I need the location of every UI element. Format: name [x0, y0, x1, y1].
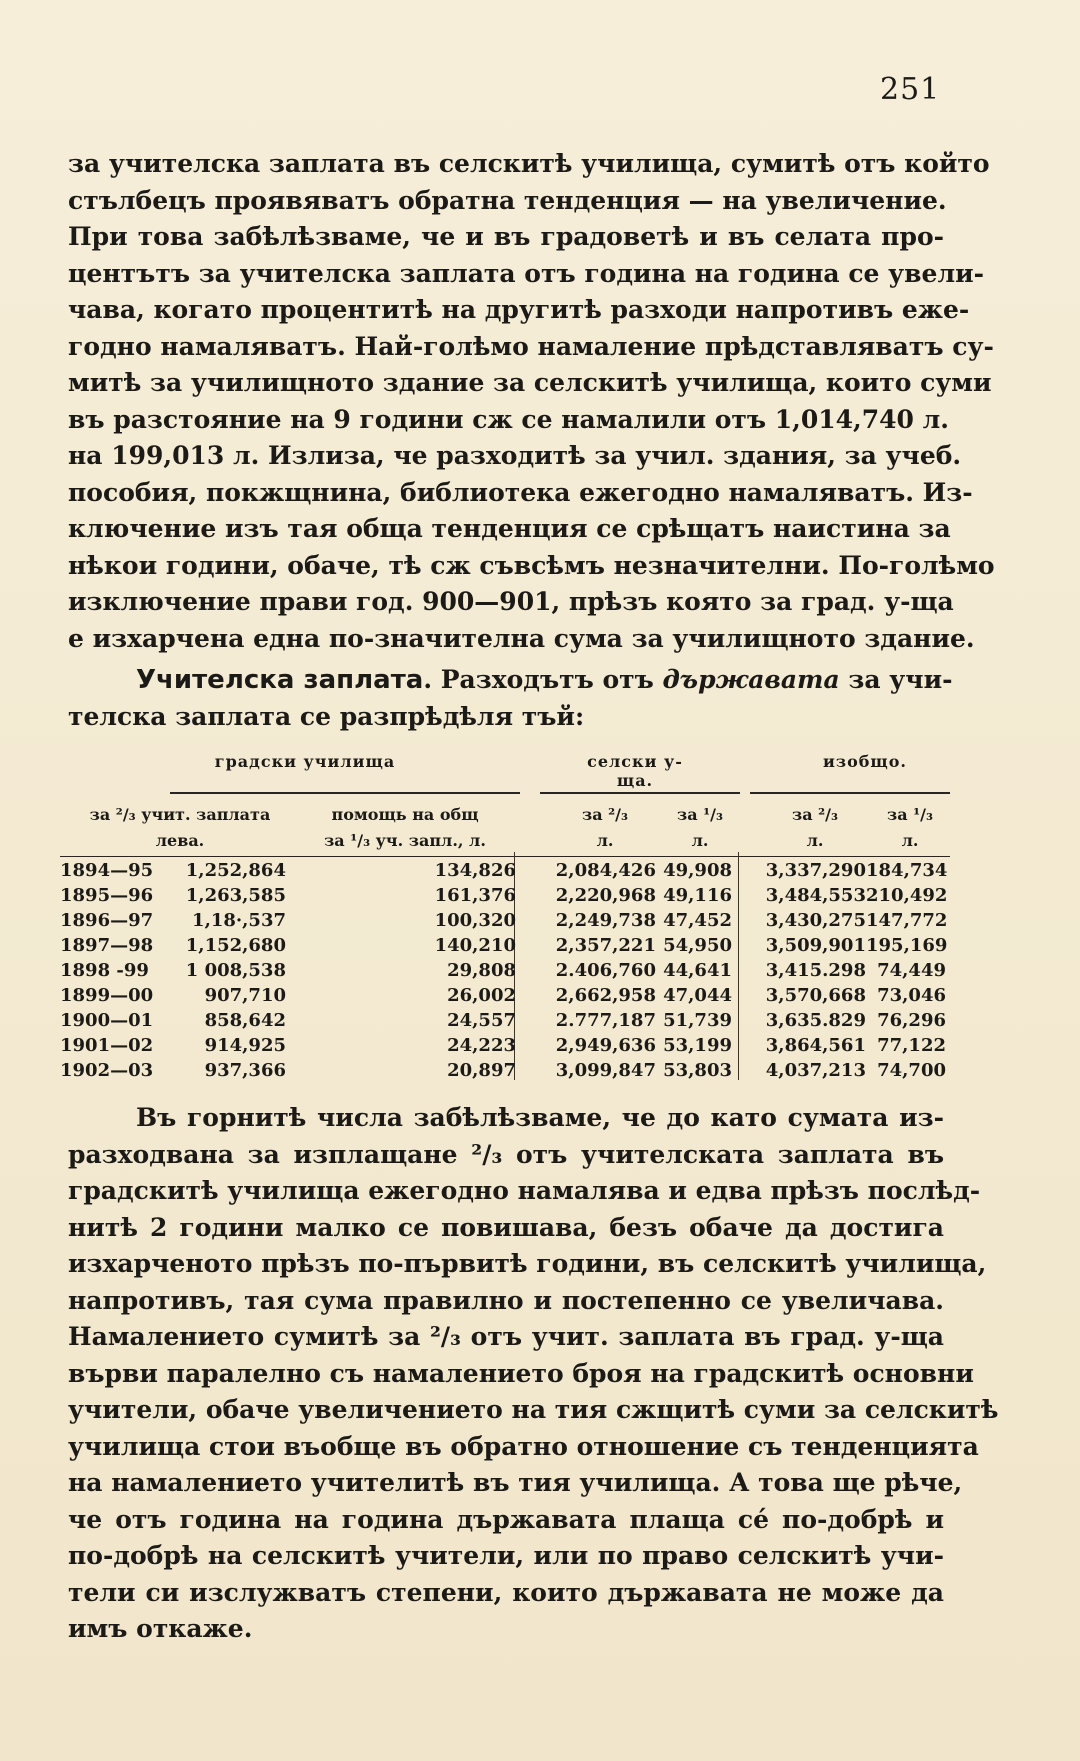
section-heading: Учителска заплата [136, 665, 424, 695]
text-line: учители, обаче увеличението на тия сжщитѣ суми за селскитѣ [68, 1395, 999, 1424]
col-header-city-two-thirds: за ²/₃ учит. заплата лева. [89, 805, 271, 850]
text-line: пособия, покжщнина, библиотека ежегодно намаляватъ. Из- [68, 477, 973, 507]
text-line: стълбецъ проявяватъ обратна тенденция — на увеличение. [68, 185, 947, 215]
paragraph-3 [68, 1100, 999, 1648]
text-line: напротивъ, тая сума правилно и постепенно се увеличава. [68, 1285, 944, 1315]
text-line: тели си изслужватъ степени, които държавата не може да [68, 1577, 944, 1607]
text-line: за учителска заплата въ селскитѣ училища, сумитѣ отъ който [68, 149, 990, 178]
group-rule [540, 792, 740, 794]
text-line: че отъ година на година държавата плаща се́ по-добрѣ и [68, 1504, 944, 1534]
group-header-village: селски у-ща. [587, 752, 683, 790]
col-header-total-one-third: за ¹/₃ л. [886, 805, 933, 850]
col-header-total-two-thirds: за ²/₃ л. [791, 805, 838, 850]
text-line: върви паралелно съ намалението броя на градскитѣ основни [68, 1358, 974, 1388]
text-line: ключение изъ тая обща тенденция се срѣщатъ наистина за [68, 514, 951, 543]
emphasis-text: държавата [662, 665, 840, 694]
text-line: Въ горнитѣ числа забѣлѣзваме, че до като сумата из- [136, 1103, 944, 1132]
text-line: въ разстояние на 9 години сж се намалили отъ 1,014,740 л. [68, 404, 949, 434]
text-line: годно намаляватъ. Най-голѣмо намаление прѣдставляватъ су- [68, 331, 994, 361]
text-line: училища стои въобще въ обратно отношение съ тенденцията [68, 1431, 979, 1461]
group-header-total: изобщо. [823, 752, 907, 771]
text-line: При това забѣлѣзваме, че и въ градоветѣ и въ селата про- [68, 222, 944, 251]
table-row: 1898 -99 1 008,538 29,808 2.406,760 44,641 3,415.298 74,449 [60, 960, 946, 981]
section-heading-line [68, 662, 953, 699]
text-line: е изхарчена една по-значителна сума за училищното здание. [68, 623, 975, 653]
text-line: изхарченото прѣзъ по-първитѣ години, въ селскитѣ училища, [68, 1249, 987, 1278]
text-line: Намалението сумитѣ за ²/₃ отъ учит. заплата въ град. у-ща [68, 1322, 944, 1351]
page-number: 251 [880, 72, 941, 107]
text-line: по-добрѣ на селскитѣ учители, или по право селскитѣ учи- [68, 1541, 944, 1570]
table-row: 1894—95 1,252,864 134,826 2,084,426 49,908 3,337,290 184,734 [60, 860, 948, 881]
paragraph-1 [68, 146, 995, 657]
col-header-village-two-thirds: за ²/₃ л. [581, 805, 628, 850]
text-line: чава, когато процентитѣ на другитѣ разходи напротивъ еже- [68, 295, 970, 324]
col-header-city-aid: помощь на общ за ¹/₃ уч. запл., л. [324, 805, 486, 850]
table-row: 1901—02 914,925 24,223 2,949,636 53,199 3,864,561 77,122 [60, 1035, 946, 1056]
table-row: 1900—01 858,642 24,557 2.777,187 51,739 3,635.829 76,296 [60, 1010, 946, 1031]
group-header-city: градски училища [214, 752, 396, 771]
text-line: имъ откаже. [68, 1614, 253, 1643]
table-row: 1899—00 907,710 26,002 2,662,958 47,044 3,570,668 73,046 [60, 985, 946, 1006]
text-line: градскитѣ училища ежегодно намалява и едва прѣзъ послѣд- [68, 1176, 981, 1205]
text-line: центътъ за учителска заплата отъ година на година се увели- [68, 258, 984, 288]
text-line: на 199,013 л. Излиза, че разходитѣ за учил. здания, за учеб. [68, 441, 962, 470]
paragraph-2 [68, 662, 953, 735]
text-line: на намалението учителитѣ въ тия училища. А това ще рѣче, [68, 1468, 963, 1497]
table-row: 1896—97 1,18·,537 100,320 2,249,738 47,452 3,430,275 147,772 [60, 910, 948, 931]
table-row: 1902—03 937,366 20,897 3,099,847 53,803 4,037,213 74,700 [60, 1060, 946, 1081]
text-line: изключение прави год. 900—901, прѣзъ която за град. у-ща [68, 587, 954, 616]
text-line: нѣкои години, обаче, тѣ сж съвсѣмъ незначителни. По-голѣмо [68, 550, 995, 580]
text-line: разходвана за изплащане ²/₃ отъ учителската заплата въ [68, 1139, 944, 1169]
text-line: митѣ за училищното здание за селскитѣ училища, които суми [68, 368, 992, 397]
text-line: телска заплата се разпрѣдѣля тъй: [68, 701, 585, 731]
group-rule [750, 792, 950, 794]
header-rule [60, 856, 950, 857]
table-row: 1897—98 1,152,680 140,210 2,357,221 54,950 3,509,901 195,169 [60, 935, 948, 956]
text-line: нитѣ 2 години малко се повишава, безъ обаче да достига [68, 1212, 944, 1242]
col-header-village-one-third: за ¹/₃ л. [676, 805, 723, 850]
table-row: 1895—96 1,263,585 161,376 2,220,968 49,116 3,484,553 210,492 [60, 885, 948, 906]
text-fragment: . Разходътъ отъ [423, 665, 663, 694]
text-fragment: за учи- [839, 665, 953, 694]
group-rule [170, 792, 520, 794]
